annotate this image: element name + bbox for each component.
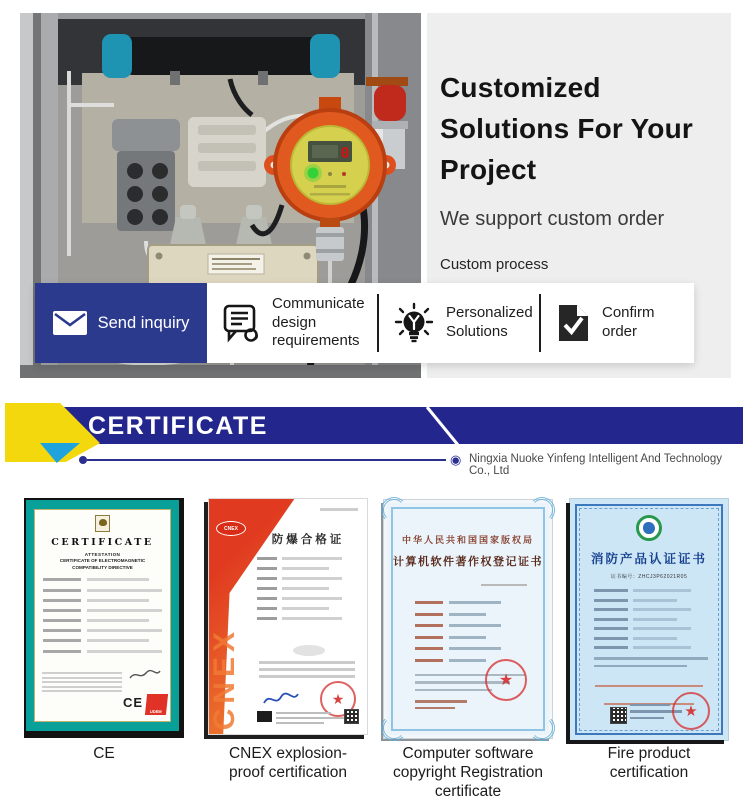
process-step-confirm: [541, 283, 694, 363]
detector-display-value: 0: [340, 144, 350, 162]
chat-document-icon: [220, 302, 262, 344]
send-inquiry-button[interactable]: [35, 283, 207, 363]
certificate-banner-title: CERTIFICATE: [88, 412, 268, 440]
process-step-personalized: [379, 283, 539, 363]
caption-cnex: CNEX explosion-proof certification: [228, 745, 348, 781]
approval-oval: [293, 645, 325, 656]
process-step-label: Personalized Solutions: [446, 304, 533, 340]
send-inquiry-label: Send inquiry: [97, 313, 190, 332]
banner-rule: [87, 459, 446, 461]
fire-cert-number: 证书编号：ZHCJ3P62021R05: [610, 574, 688, 580]
certificate-image-ce: [24, 498, 184, 738]
fire-cert-title: 消防产品认证证书: [590, 552, 707, 566]
software-copyright-title: 计算机软件著作权登记证书: [393, 555, 543, 568]
ce-cert-attestation: ATTESTATION: [84, 552, 121, 557]
cnex-notes: [259, 661, 355, 682]
qr-code: [344, 709, 359, 724]
ce-cert-title: CERTIFICATE: [51, 537, 154, 548]
cnex-badge: CNEX: [216, 521, 246, 536]
fire-certification-emblem: [636, 515, 662, 541]
process-strip: [35, 283, 694, 363]
subheadline: We support custom order: [440, 207, 665, 230]
banner-diagonal-line: [424, 406, 462, 451]
ce-cert-fields: [40, 578, 165, 652]
qr-code: [610, 707, 627, 724]
copyright-authority-title: 中华人民共和国国家版权局: [401, 536, 534, 546]
process-step-label: Communicate design requirements: [272, 294, 365, 350]
red-star-stamp: ★: [485, 659, 527, 701]
rule-start-dot: [79, 456, 87, 464]
certificates-row: [0, 498, 743, 803]
lightbulb-icon: [392, 301, 436, 345]
caption-software-copyright: Computer software copyright Registration certificate: [393, 745, 543, 800]
signature-scribble: [128, 668, 162, 687]
red-star-stamp: ★: [320, 681, 356, 717]
cnex-cert-title: 防爆合格证: [271, 534, 345, 546]
cnex-watermark: CNEX: [208, 626, 241, 730]
caption-fire-product: Fire product certification: [607, 745, 691, 781]
process-steps: [207, 283, 694, 363]
cnex-cert-fields: [257, 557, 355, 627]
ce-cert-fine-print: [42, 672, 122, 695]
udem-red-logo: UDEM: [145, 694, 168, 715]
process-step-communicate: [207, 283, 377, 363]
process-step-label: Confirm order: [602, 304, 655, 340]
headline: Customized Solutions For Your Project: [440, 72, 694, 185]
certificate-image-cnex: [208, 498, 368, 735]
envelope-icon: [53, 311, 87, 335]
copyright-footer-bars: [415, 700, 467, 713]
ce-mark: CE: [122, 695, 143, 710]
cnex-footer: [257, 705, 359, 727]
cert-number-bar: [320, 508, 358, 511]
certificate-image-fire-product: [570, 499, 728, 740]
company-name: Ningxia Nuoke Yinfeng Intelligent And Technology Co., Ltd: [469, 453, 722, 477]
ce-cert-subtitle: CERTIFICATE OF ELECTROMAGNETIC COMPATIBILITY DIRECTIVE: [59, 558, 146, 570]
caption-ce: CE: [93, 745, 115, 762]
udem-crest-icon: [95, 515, 110, 532]
ornate-border: [391, 507, 545, 731]
custom-process-label: Custom process: [440, 255, 549, 273]
document-check-icon: [554, 303, 592, 343]
issuer-logo: [257, 711, 272, 722]
red-star-stamp: ★: [672, 692, 710, 730]
certificate-image-software-copyright: [384, 500, 552, 738]
fisheye-bullet-icon: ◉: [450, 452, 462, 467]
